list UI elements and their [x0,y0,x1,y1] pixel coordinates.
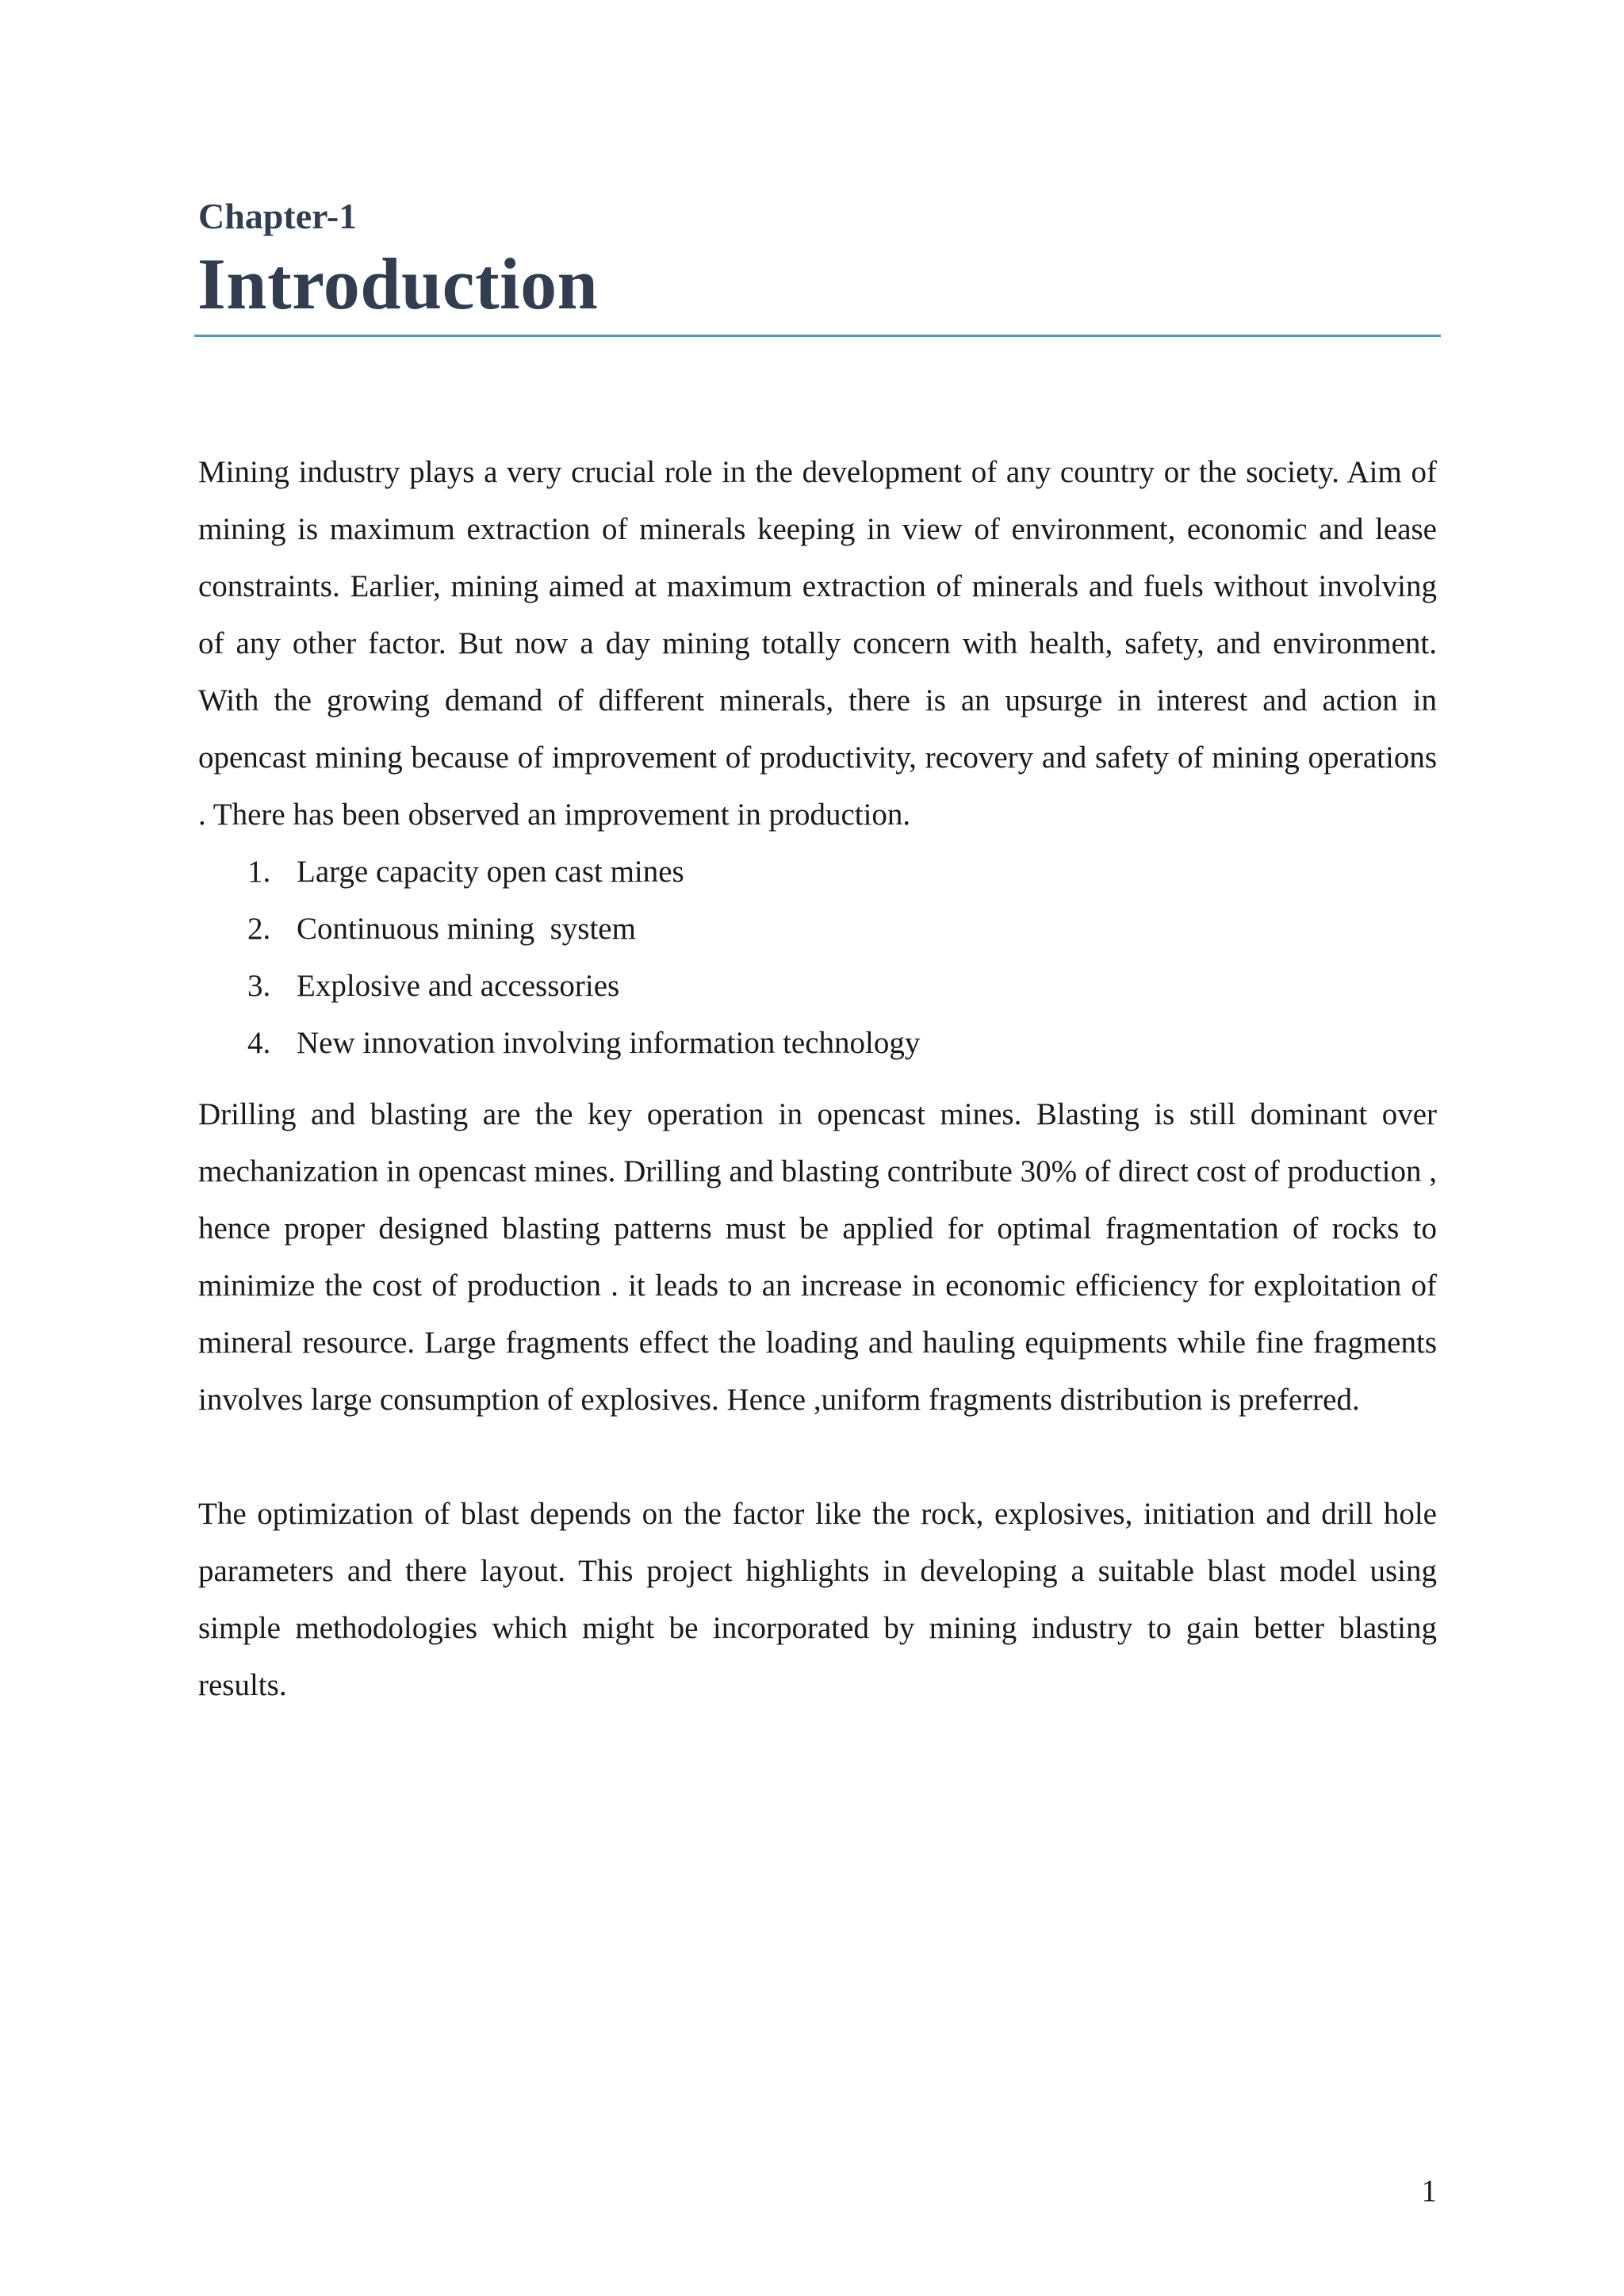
intro-paragraph: Mining industry plays a very crucial role in the development of any country or the society. Aim of mining is maximum extraction of minerals keeping in view of environment, economic and lease constraints. Earlier, mining aimed at maximum extraction of minerals and fuels without involving of any other factor. But now a day mining totally concern with health, safety, and environment. With the growing demand of different minerals, there is an upsurge in interest and action in opencast mining because of improvement of productivity, recovery and safety of mining operations . There has been observed an improvement in production. [198,455,1437,832]
chapter-label: Chapter-1 [198,196,358,236]
list-item [198,844,1437,901]
list-item-number: 4. [247,1026,271,1060]
list-item [198,958,1437,1015]
list-item-text: Continuous mining system [297,912,636,946]
improvement-list [198,844,1437,1072]
list-item-text: Explosive and accessories [297,969,620,1003]
list-item-number: 1. [247,855,271,889]
chapter-title: Introduction [197,243,599,324]
optimization-paragraph: The optimization of blast depends on the factor like the rock, explosives, initiation and drill hole parameters and there layout. This project highlights in developing a suitable blast model using simple methodologies which might be incorporated by mining industry to gain better blasting results. [198,1497,1437,1702]
title-divider [194,335,1441,337]
list-item [198,901,1437,958]
list-item-number: 3. [247,969,271,1003]
list-item-text: New innovation involving information technology [297,1026,921,1060]
page-number: 1 [1421,2174,1437,2208]
list-item-text: Large capacity open cast mines [297,855,684,889]
drilling-blasting-paragraph: Drilling and blasting are the key operation in opencast mines. Blasting is still dominant over mechanization in opencast mines. Drilling and blasting contribute 30% of direct cost of production , hence proper designed blasting patterns must be applied for optimal fragmentation of rocks to minimize the cost of production . it leads to an increase in economic efficiency for exploitation of mineral resource. Large fragments effect the loading and hauling equipments while fine fragments involves large consumption of explosives. Hence ,uniform fragments distribution is preferred. [198,1097,1437,1417]
list-item [198,1015,1437,1072]
list-item-number: 2. [247,912,271,946]
